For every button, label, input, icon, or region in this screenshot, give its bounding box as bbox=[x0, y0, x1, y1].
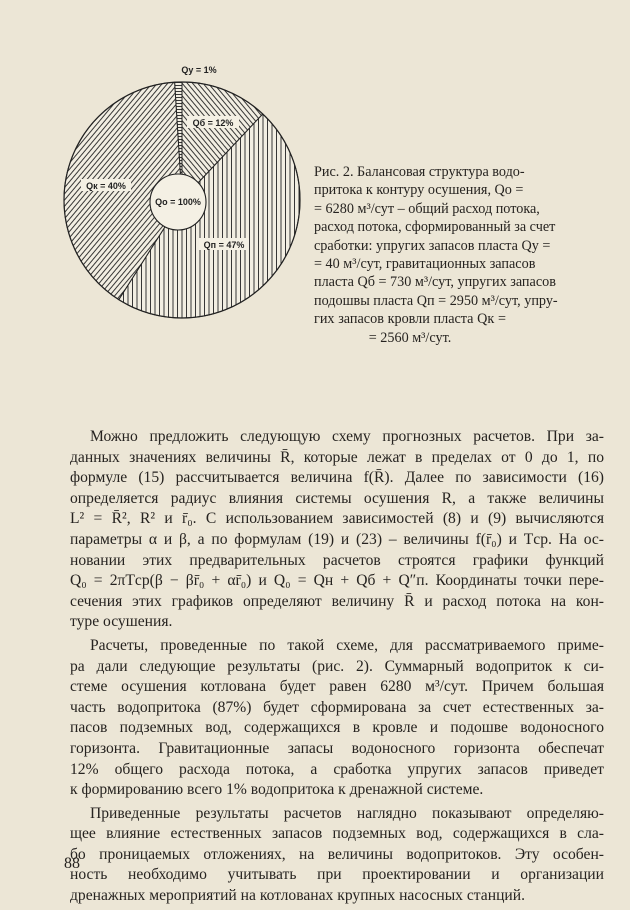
text-line: ность необходимо учитывать при проектировании и организации bbox=[70, 866, 604, 884]
caption-line: подошвы пласта Qп = 2950 м³/сут, упру- bbox=[314, 292, 558, 309]
text-line: стеме осушения котлована будет равен 6280 м³/сут. Причем большая bbox=[70, 678, 604, 696]
text-line: щее влияние естественных запасов подземных вод, содержащихся в сла- bbox=[70, 825, 604, 843]
text-line: дренажных мероприятий на котлованах крупных насосных станций. bbox=[70, 887, 526, 905]
text-line: Q₀ = 2πTср(β − βr̄₀ + αr̄₀) и Q₀ = Qн + Qб + Q″п. Координаты точки пере- bbox=[70, 572, 604, 590]
text-line: пасов подземных вод, содержащихся в кровле и подошве водоносного bbox=[70, 719, 604, 737]
paragraph bbox=[70, 427, 604, 633]
text-line: L² = R̄², R² и r̄₀. С использованием зависимостей (8) и (9) вычисляются bbox=[70, 510, 604, 528]
text-line: параметры α и β, а по формулам (19) и (23) – величины f(r̄₀) и Tср. На ос- bbox=[70, 530, 604, 548]
caption-line: пласта Qб = 730 м³/сут, упругих запасов bbox=[314, 274, 556, 291]
slice-label-qb: Qб = 12% bbox=[192, 118, 234, 128]
text-line: формуле (15) рассчитывается величина f(R̄). Далее по зависимости (16) bbox=[70, 469, 604, 487]
pie-chart bbox=[0, 0, 320, 340]
slice-label-qk: Qк = 40% bbox=[86, 181, 126, 191]
body-text bbox=[70, 427, 604, 910]
text-line: сечения этих графиков определяют величину R̄ и расход потока на кон- bbox=[70, 592, 604, 610]
paragraph bbox=[70, 636, 604, 801]
caption-line: гих запасов кровли пласта Qк = bbox=[314, 311, 506, 328]
text-line: Расчеты, проведенные по такой схеме, для рассматриваемого приме- bbox=[90, 636, 604, 654]
figure-caption bbox=[314, 163, 558, 347]
center-label: Qо = 100% bbox=[155, 197, 201, 207]
caption-line: расход потока, сформированный за счет bbox=[314, 219, 556, 236]
slice-label-qp: Qп = 47% bbox=[203, 240, 245, 250]
text-line: определяется радиус влияния системы осушения R, а также величины bbox=[70, 489, 604, 507]
text-line: ра дали следующие результаты (рис. 2). Суммарный водоприток к си- bbox=[70, 657, 604, 675]
caption-line: сработки: упругих запасов пласта Qy = bbox=[314, 237, 551, 254]
text-line: новании этих предварительных расчетов строятся графики функций bbox=[70, 551, 604, 569]
text-line: часть водопритока (87%) будет сформирована за счет естественных за- bbox=[70, 698, 604, 716]
caption-line: Рис. 2. Балансовая структура водо- bbox=[314, 164, 525, 180]
text-line: Можно предложить следующую схему прогнозных расчетов. При за- bbox=[90, 428, 604, 445]
text-line: туре осушения. bbox=[70, 613, 173, 631]
caption-line: притока к контуру осушения, Qо = bbox=[314, 182, 524, 199]
slice-label-qy: Qy = 1% bbox=[181, 65, 217, 75]
text-line: горизонта. Гравитационные запасы водоносного горизонта обеспечат bbox=[70, 739, 604, 757]
text-line: Приведенные результаты расчетов наглядно показывают определяю- bbox=[90, 804, 604, 822]
text-line: данных значениях величины R̄, которые лежат в пределах от 0 до 1, по bbox=[70, 448, 604, 466]
text-line: к формированию всего 1% водопритока к дренажной системе. bbox=[70, 781, 484, 799]
caption-line: = 2560 м³/сут. bbox=[368, 329, 452, 346]
caption-line: = 40 м³/сут, гравитационных запасов bbox=[314, 256, 536, 273]
caption-line: = 6280 м³/сут – общий расход потока, bbox=[314, 200, 540, 217]
text-line: 12% общего расхода потока, а сработка упругих запасов приведет bbox=[70, 760, 604, 778]
paragraph bbox=[70, 804, 604, 907]
text-line: бо проницаемых отложениях, на величины водопритоков. Эту особен- bbox=[70, 845, 604, 863]
page-number: 88 bbox=[64, 855, 80, 872]
